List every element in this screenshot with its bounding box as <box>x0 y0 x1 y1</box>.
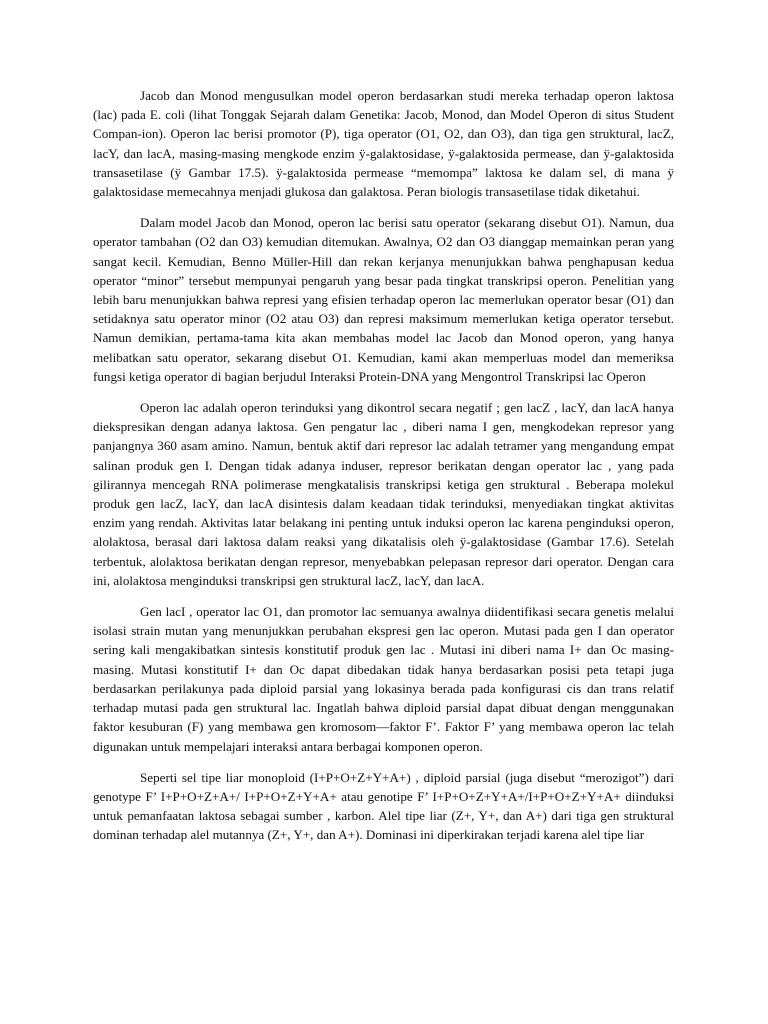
paragraph-negative-control: Operon lac adalah operon terinduksi yang dikontrol secara negatif ; gen lacZ , lacY, dan lacA hanya diekspresikan dengan adanya laktosa. Gen pengatur lac , diberi nama I gen, mengkodekan represor yang panjangnya 360 asam amino. Namun, bentuk aktif dari represor lac adalah tetramer yang mengandung empat salinan produk gen I. Dengan tidak adanya induser, represor berikatan dengan operator lac , yang pada gilirannya mencegah RNA polimerase mengkatalisis transkripsi ketiga gen struktural . Beberapa molekul produk gen lacZ, lacY, dan lacA disintesis dalam keadaan tidak terinduksi, menyediakan tingkat aktivitas enzim yang rendah. Aktivitas latar belakang ini penting untuk induksi operon lac karena penginduksi operon, alolaktosa, berasal dari laktosa dalam reaksi yang dikatalisis oleh ÿ-galaktosidase (Gambar 17.6). Setelah terbentuk, alolaktosa berikatan dengan represor, menyebabkan pelepasan represor dari operator. Dengan cara ini, alolaktosa menginduksi transkripsi gen struktural lacZ, lacY, dan lacA. <box>93 400 674 588</box>
paragraph-jacob-monod-model: Jacob dan Monod mengusulkan model operon berdasarkan studi mereka terhadap operon laktosa (lac) pada E. coli (lihat Tonggak Sejarah dalam Genetika: Jacob, Monod, dan Model Operon di situs Student Compan-ion). Operon lac berisi promotor (P), tiga operator (O1, O2, dan O3), dan tiga gen struktural, lacZ, lacY, dan lacA, masing-masing mengkode enzim ÿ-galaktosidase, ÿ-galaktosida permease, dan ÿ-galaktosida transasetilase (ÿ Gambar 17.5). ÿ-galaktosida permease “memompa” laktosa ke dalam sel, di mana ÿ galaktosidase memecahnya menjadi glukosa dan galaktosa. Peran biologis transasetilase tidak diketahui. <box>93 88 674 200</box>
paragraph-operators: Dalam model Jacob dan Monod, operon lac berisi satu operator (sekarang disebut O1). Namun, dua operator tambahan (O2 dan O3) kemudian ditemukan. Awalnya, O2 dan O3 dianggap memainkan peran yang sangat kecil. Kemudian, Benno Müller-Hill dan rekan kerjanya menunjukkan bahwa penghapusan kedua operator “minor” tersebut mempunyai pengaruh yang besar pada tingkat transkripsi operon. Penelitian yang lebih baru menunjukkan bahwa represi yang efisien terhadap operon lac memerlukan operator besar (O1) dan setidaknya satu operator minor (O2 atau O3) dan represi maksimum memerlukan ketiga operator tersebut. Namun demikian, pertama-tama kita akan membahas model lac Jacob dan Monod operon, yang hanya melibatkan satu operator, sekarang disebut O1. Kemudian, kami akan memperluas model dan memeriksa fungsi ketiga operator di bagian berjudul Interaksi Protein-DNA yang Mengontrol Transkripsi lac Operon <box>93 215 674 384</box>
paragraph-mutations: Gen lacI , operator lac O1, dan promotor lac semuanya awalnya diidentifikasi secara genetis melalui isolasi strain mutan yang menunjukkan perubahan ekspresi gen lac operon. Mutasi pada gen I dan operator sering kali mengakibatkan sintesis konstitutif produk gen lac . Mutasi ini diberi nama I+ dan Oc masing-masing. Mutasi konstitutif I+ dan Oc dapat dibedakan tidak hanya berdasarkan posisi peta tetapi juga berdasarkan perilakunya pada diploid parsial yang lokasinya berada pada konfigurasi cis dan trans relatif terhadap mutasi pada gen struktural lac. Ingatlah bahwa diploid parsial dapat dibuat dengan menggunakan faktor kesuburan (F) yang membawa gen kromosom—faktor F’. Faktor F’ yang membawa operon lac telah digunakan untuk mempelajari interaksi antara berbagai komponen operon. <box>93 604 674 754</box>
paragraph-partial-diploid: Seperti sel tipe liar monoploid (I+P+O+Z+Y+A+) , diploid parsial (juga disebut “merozigot”) dari genotype F’ I+P+O+Z+A+/ I+P+O+Z+Y+A+ atau genotipe F’ I+P+O+Z+Y+A+/I+P+O+Z+Y+A+ diinduksi untuk pemanfaatan laktosa sebagai sumber , karbon. Alel tipe liar (Z+, Y+, dan A+) dari tiga gen struktural dominan terhadap alel mutannya (Z+, Y+, dan A+). Dominasi ini diperkirakan terjadi karena alel tipe liar <box>93 769 674 843</box>
document-page <box>93 86 674 845</box>
